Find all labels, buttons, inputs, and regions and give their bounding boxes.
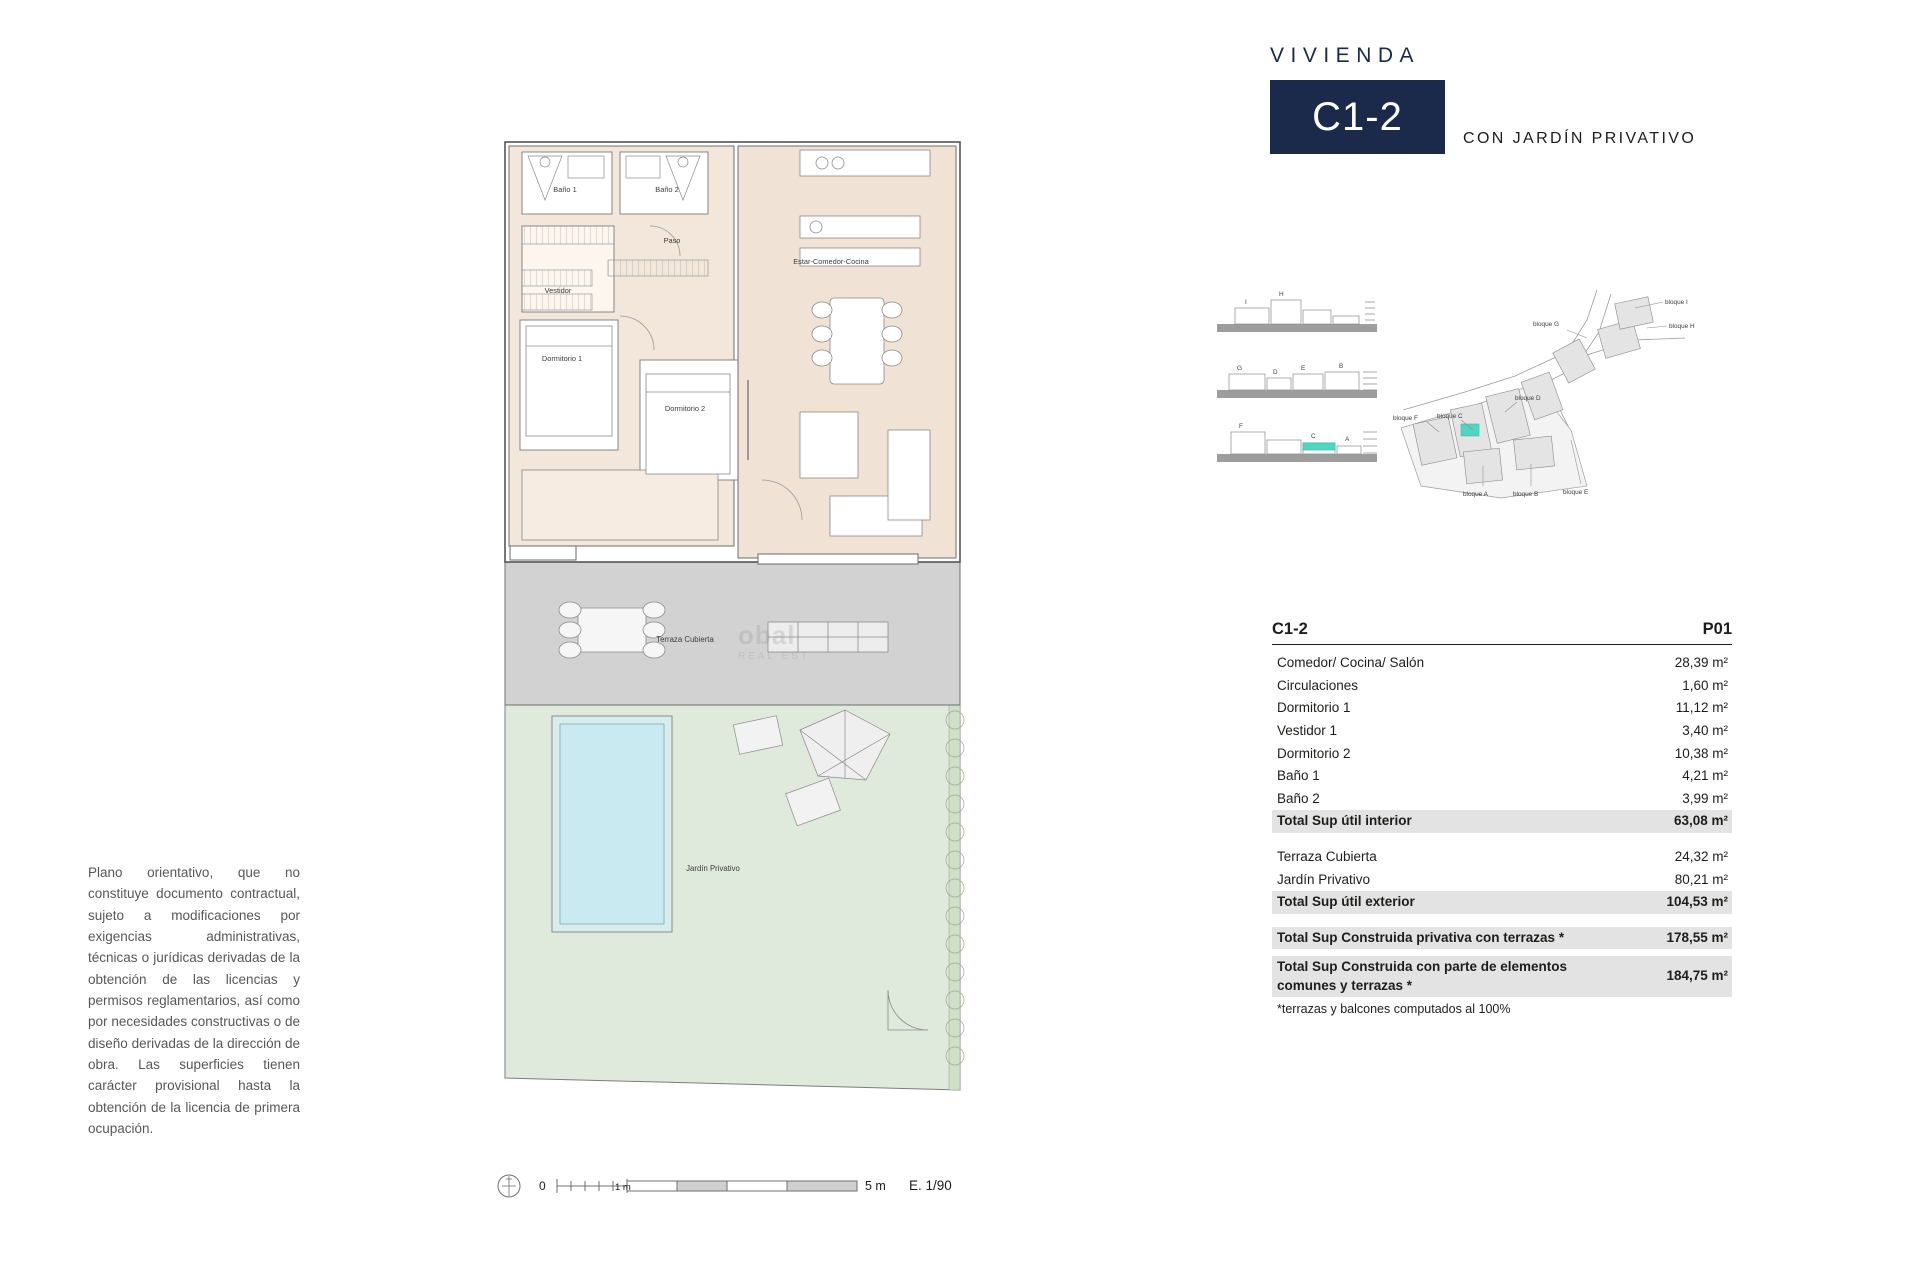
- table-row-total-exterior: Total Sup útil exterior 104,53 m²: [1272, 891, 1732, 914]
- plan-header: [1270, 44, 1830, 154]
- watermark: obal REAL EST: [738, 620, 810, 662]
- site-label-bloque-c: bloque C: [1437, 413, 1463, 420]
- table-row: Circulaciones 1,60 m²: [1277, 677, 1728, 693]
- table-row-built-private: Total Sup Construida privativa con terrazas * 178,55 m²: [1272, 927, 1732, 950]
- scale-end: 5 m: [865, 1179, 886, 1193]
- room-label-jardin-privativo: Jardín Privativo: [686, 864, 740, 873]
- table-row: Vestidor 1 3,40 m²: [1277, 722, 1728, 738]
- table-row: Baño 2 3,99 m²: [1277, 790, 1728, 806]
- unit-code-badge: C1-2: [1270, 80, 1445, 154]
- table-row-built-common: Total Sup Construida con parte de elementos comunes y terrazas * 184,75 m²: [1272, 956, 1732, 997]
- floor-plan: [500, 130, 980, 1110]
- elevation-label-h: H: [1279, 291, 1284, 298]
- room-label-paso: Paso: [663, 236, 681, 245]
- table-header-unit: C1-2: [1272, 620, 1308, 638]
- elevation-label-i: I: [1245, 299, 1247, 306]
- area-table: [1272, 620, 1732, 1016]
- key-plans: [1215, 280, 1835, 520]
- site-label-bloque-e: bloque E: [1563, 489, 1589, 496]
- scale-mid: 1 m: [615, 1182, 631, 1193]
- table-row: Baño 1 4,21 m²: [1277, 768, 1728, 784]
- site-label-bloque-b: bloque B: [1513, 491, 1539, 498]
- site-label-bloque-h: bloque H: [1669, 323, 1695, 330]
- scale-bar: [497, 1168, 967, 1204]
- elevation-label-a: A: [1345, 436, 1350, 443]
- apartment-shell: [505, 142, 960, 564]
- scale-zero: 0: [539, 1179, 546, 1193]
- table-row: Terraza Cubierta 24,32 m²: [1277, 848, 1728, 864]
- scale-label: E. 1/90: [909, 1178, 952, 1193]
- table-row: Dormitorio 2 10,38 m²: [1277, 745, 1728, 761]
- unit-subtitle: CON JARDÍN PRIVATIVO: [1463, 130, 1697, 147]
- room-label-dormitorio-1: Dormitorio 1: [541, 354, 583, 363]
- table-row: Dormitorio 1 11,12 m²: [1277, 700, 1728, 716]
- elevation-label-f: F: [1239, 423, 1243, 430]
- site-label-bloque-g: bloque G: [1533, 321, 1559, 328]
- site-label-bloque-d: bloque D: [1515, 395, 1541, 402]
- elevation-label-d: D: [1273, 369, 1278, 376]
- vivienda-label: VIVIENDA: [1270, 44, 1421, 67]
- room-label-dormitorio-2: Dormitorio 2: [664, 404, 706, 413]
- room-label-estar-comedor-cocina: Estar-Comedor-Cocina: [793, 257, 869, 266]
- disclaimer-text: Plano orientativo, que no constituye documento contractual, sujeto a modificaciones por exigencias administrativas, técnicas o jurídicas derivadas de la obtención de las licencias y permisos reglamentarios, así como por necesidades constructivas o de diseño derivadas de la dirección de obra. Las superficies tienen carácter provisional hasta la obtención de la licencia de primera ocupación.: [88, 865, 300, 1136]
- table-row: Jardín Privativo 80,21 m²: [1277, 871, 1728, 887]
- elevation-label-c: C: [1311, 433, 1316, 440]
- table-row: Comedor/ Cocina/ Salón 28,39 m²: [1277, 655, 1728, 671]
- covered-terrace-area: [505, 560, 960, 705]
- room-label-bano-1: Baño 1: [553, 185, 577, 194]
- table-footnote: *terrazas y balcones computados al 100%: [1277, 1001, 1511, 1016]
- table-header-floor: P01: [1702, 620, 1732, 638]
- elevation-diagrams: [1217, 291, 1377, 462]
- room-label-terraza-cubierta: Terraza Cubierta: [656, 635, 714, 644]
- site-label-bloque-a: bloque A: [1463, 491, 1488, 498]
- room-label-bano-2: Baño 2: [655, 185, 679, 194]
- site-label-bloque-i: bloque I: [1665, 299, 1688, 306]
- table-row-total-interior: Total Sup útil interior 63,08 m²: [1272, 810, 1732, 833]
- room-label-vestidor: Vestidor: [544, 286, 572, 295]
- elevation-label-g: G: [1237, 365, 1242, 372]
- elevation-label-b: B: [1339, 363, 1344, 370]
- area-table-header: [1272, 620, 1732, 645]
- site-label-bloque-f: bloque F: [1393, 415, 1418, 422]
- elevation-label-e: E: [1301, 365, 1306, 372]
- garden-area: [505, 697, 964, 1090]
- site-plan: [1393, 290, 1695, 498]
